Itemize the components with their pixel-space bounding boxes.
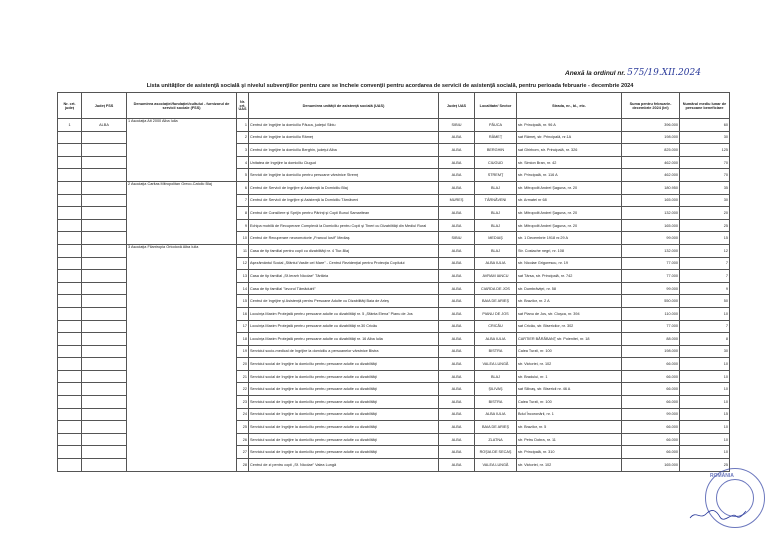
cell-judet-fss-empty [82, 333, 127, 346]
cell-judet-uas: ALBA [439, 320, 475, 333]
cell-nr-crt-uas: 1 [237, 119, 249, 132]
header-nr-crt-uas: Nr. crt. UAS [237, 93, 249, 119]
cell-nr-crt-uas: 23 [237, 396, 249, 409]
cell-denumirea-uas: Centrul de Recuperare neuromotorie „Francul Iosif" Mediaş [249, 232, 439, 245]
cell-strada: str. Dumbrăviţei, nr. 58 [517, 282, 622, 295]
cell-localitate: ŞILIVAŞ [475, 383, 517, 396]
fss-number: 3 [128, 244, 131, 249]
cell-judet-uas: ALBA [439, 446, 475, 459]
cell-strada: str. Brazilor, nr. 2 A [517, 295, 622, 308]
cell-numar-beneficiari: 50 [680, 295, 730, 308]
cell-nr-crt-judet-empty [58, 144, 82, 157]
cell-suma: 66.000 [622, 446, 680, 459]
table-header-row [58, 93, 730, 119]
cell-localitate: BISTRA [475, 396, 517, 409]
stamp-text: ROMÂNIA [710, 473, 734, 479]
cell-judet-fss-empty [82, 370, 127, 383]
cell-denumirea-fss [127, 119, 237, 182]
cell-suma: 198.000 [622, 131, 680, 144]
cell-judet-fss-empty [82, 433, 127, 446]
cell-numar-beneficiari: 30 [680, 131, 730, 144]
cell-nr-crt-judet-empty [58, 396, 82, 409]
annex-label: Anexă la ordinul nr. [565, 70, 626, 77]
cell-nr-crt-uas: 27 [237, 446, 249, 459]
cell-strada: str. 1 Decembrie 1918 nr.29 A [517, 232, 622, 245]
cell-judet-uas: ALBA [439, 156, 475, 169]
cell-suma: 550.000 [622, 295, 680, 308]
cell-nr-crt-judet-empty [58, 320, 82, 333]
cell-nr-crt-judet-empty [58, 358, 82, 371]
cell-strada: str. Principală, nr. 96 A [517, 119, 622, 132]
cell-nr-crt-uas: 10 [237, 232, 249, 245]
cell-nr-crt-judet-empty [58, 257, 82, 270]
header-judet-uas: Judeţ UAS [439, 93, 475, 119]
fss-name: Asociaţia Alt 2000 Alba Iulia [130, 119, 178, 123]
cell-judet-fss-empty [82, 244, 127, 257]
cell-denumirea-uas: Serviciul social de îngrijire la domiciliu pentru persoane adulte cu dizabilităţi [249, 370, 439, 383]
cell-nr-crt-uas: 20 [237, 358, 249, 371]
cell-localitate: VALEA LUNGĂ [475, 459, 517, 472]
cell-strada: str. Victoriei, nr. 102 [517, 459, 622, 472]
cell-localitate: PIANU DE JOS [475, 307, 517, 320]
cell-judet-fss-empty [82, 270, 127, 283]
cell-denumirea-fss [127, 244, 237, 471]
cell-strada: str. Petru Dobra, nr. 11 [517, 433, 622, 446]
cell-strada: sat Târsa, str. Principală, nr. 742 [517, 270, 622, 283]
cell-nr-crt-judet: 1 [58, 119, 82, 132]
cell-numar-beneficiari: 35 [680, 181, 730, 194]
cell-suma: 165.000 [622, 194, 680, 207]
cell-denumirea-uas: Casa de tip familial pentru copii cu dizabilităţi nr. 4 Tiur-Blaj [249, 244, 439, 257]
cell-strada: str. Principală, nr. 310 [517, 446, 622, 459]
cell-numar-beneficiari: 60 [680, 119, 730, 132]
cell-judet-fss-empty [82, 194, 127, 207]
table-row [58, 244, 730, 257]
cell-localitate: STREMŢ [475, 169, 517, 182]
cell-nr-crt-judet-empty [58, 295, 82, 308]
cell-localitate: CIUGUD [475, 156, 517, 169]
cell-suma: 77.000 [622, 270, 680, 283]
cell-localitate: ALBA IULIA [475, 257, 517, 270]
cell-localitate: BLAJ [475, 207, 517, 220]
cell-judet-fss-empty [82, 295, 127, 308]
cell-localitate: AVRAM IANCU [475, 270, 517, 283]
cell-suma: 462.000 [622, 169, 680, 182]
cell-suma: 132.000 [622, 207, 680, 220]
cell-judet-fss-empty [82, 396, 127, 409]
header-numar-beneficiari: Numărul mediu lunar de persoane beneficiare [680, 93, 730, 119]
cell-judet-uas: ALBA [439, 459, 475, 472]
cell-denumirea-uas: Echipa mobilă de Recuperare Complexă la Domiciliu pentru Copii şi Tineri cu Dizabilităţi din Mediul Rural [249, 219, 439, 232]
cell-denumirea-uas: Servicii de îngrijire la domiciliu pentru persoane vârstnice Stremţ [249, 169, 439, 182]
cell-numar-beneficiari: 10 [680, 307, 730, 320]
cell-judet-fss-empty [82, 232, 127, 245]
cell-judet-uas: ALBA [439, 257, 475, 270]
cell-numar-beneficiari: 125 [680, 144, 730, 157]
cell-strada: str. Brazilor, nr. 5 [517, 421, 622, 434]
cell-nr-crt-judet-empty [58, 194, 82, 207]
cell-suma: 825.000 [622, 144, 680, 157]
fss-number: 2 [128, 181, 131, 186]
cell-suma: 88.000 [622, 333, 680, 346]
cell-strada: sat Silivaş, str. Bisericii nr. 46 A [517, 383, 622, 396]
cell-localitate: CIARDA DE JOS [475, 282, 517, 295]
fss-name: Asociaţia Filantropia Ortodoxă Alba Iulia [130, 244, 199, 249]
cell-strada: sat Cricău, str. Bisericilor, nr. 302 [517, 320, 622, 333]
cell-suma: 165.000 [622, 459, 680, 472]
cell-judet-fss-empty [82, 459, 127, 472]
cell-denumirea-uas: Unitatea de îngrijire la domiciliu Ciugud [249, 156, 439, 169]
header-nr-crt-judet: Nr. crt. judeţ [58, 93, 82, 119]
cell-judet-fss-empty [82, 219, 127, 232]
cell-judet-fss-empty [82, 156, 127, 169]
document-title: Lista unităţilor de asistenţă socială şi nivelul subvenţiilor pentru care se încheie convenţii pentru acordarea de servicii de asistenţă socială, pentru perioada februarie - decembrie 2024 [146, 83, 634, 89]
cell-numar-beneficiari: 30 [680, 194, 730, 207]
cell-strada: sat Ghirbom, str. Principală, nr. 326 [517, 144, 622, 157]
header-denumirea-fss: Denumirea asociaţiei/fundaţiei/cultului - furnizorul de servicii sociale (FSS) [127, 93, 237, 119]
cell-localitate: TÂRNĂVENI [475, 194, 517, 207]
cell-localitate: BAIA DE ARIEŞ [475, 295, 517, 308]
cell-denumirea-uas: Serviciul social de îngrijire la domiciliu pentru persoane adulte cu dizabilităţi [249, 446, 439, 459]
cell-denumirea-uas: Locuinţa Maxim Protejată pentru persoane adulte cu dizabilităţi nr. 5 „Sfânta Elena" Pianu de Jos [249, 307, 439, 320]
header-judet-fss: Judeţ FSS [82, 93, 127, 119]
cell-nr-crt-uas: 2 [237, 131, 249, 144]
cell-nr-crt-judet-empty [58, 244, 82, 257]
cell-denumirea-uas: Serviciul social de îngrijire la domiciliu pentru persoane adulte cu dizabilităţi [249, 396, 439, 409]
cell-nr-crt-judet-empty [58, 219, 82, 232]
cell-judet-uas: ALBA [439, 421, 475, 434]
cell-suma: 396.000 [622, 119, 680, 132]
cell-denumirea-uas: Centrul de îngrijire la domiciliu Berghin, judeţul Alba [249, 144, 439, 157]
cell-numar-beneficiari: 30 [680, 345, 730, 358]
cell-strada: str. Mitropolit Andrei Şaguna, nr. 20 [517, 207, 622, 220]
cell-localitate: ALBA IULIA [475, 408, 517, 421]
cell-localitate: ALBA IULIA [475, 333, 517, 346]
cell-strada: str. Principală, nr. 116 A [517, 169, 622, 182]
cell-nr-crt-uas: 28 [237, 459, 249, 472]
cell-strada: str. Mitropolit Andrei Şaguna, nr. 20 [517, 181, 622, 194]
cell-nr-crt-judet-empty [58, 433, 82, 446]
cell-denumirea-uas: Serviciul social de îngrijire la domiciliu pentru persoane adulte cu dizabilităţi [249, 358, 439, 371]
cell-nr-crt-uas: 18 [237, 333, 249, 346]
cell-numar-beneficiari: 7 [680, 257, 730, 270]
cell-localitate: PĂUCA [475, 119, 517, 132]
cell-localitate: BLAJ [475, 181, 517, 194]
header-denumirea-uas: Denumirea unităţii de asistenţă socială (UAS) [249, 93, 439, 119]
cell-suma: 198.000 [622, 345, 680, 358]
cell-denumirea-uas: Casa de tip familial "Izvorul Tămăduirii" [249, 282, 439, 295]
units-table [57, 92, 730, 472]
cell-numar-beneficiari: 10 [680, 446, 730, 459]
cell-judet-uas: ALBA [439, 408, 475, 421]
header-strada: Strada, nr., bl., etc. [517, 93, 622, 119]
cell-judet-uas: ALBA [439, 433, 475, 446]
cell-nr-crt-uas: 16 [237, 307, 249, 320]
cell-nr-crt-uas: 25 [237, 421, 249, 434]
cell-suma: 66.000 [622, 433, 680, 446]
cell-strada: str. Simion Bran, nr. 42 [517, 156, 622, 169]
cell-strada: Bdul Încoronării, nr. 1 [517, 408, 622, 421]
cell-numar-beneficiari: 25 [680, 219, 730, 232]
cell-nr-crt-judet-empty [58, 181, 82, 194]
cell-denumirea-uas: Centrul de îngrijire la domiciliu Râmeţ [249, 131, 439, 144]
cell-suma: 66.000 [622, 370, 680, 383]
cell-nr-crt-judet-empty [58, 307, 82, 320]
cell-judet-fss-empty [82, 144, 127, 157]
cell-denumirea-uas: Casa de tip familial „Sf.Ierarh Nicolae" Tărtăria [249, 270, 439, 283]
cell-judet-uas: ALBA [439, 383, 475, 396]
cell-nr-crt-uas: 19 [237, 345, 249, 358]
cell-numar-beneficiari: 20 [680, 207, 730, 220]
cell-nr-crt-judet-empty [58, 421, 82, 434]
table-row [58, 181, 730, 194]
cell-nr-crt-uas: 14 [237, 282, 249, 295]
cell-judet-fss-empty [82, 207, 127, 220]
cell-strada: Calea Turzii, nr. 100 [517, 345, 622, 358]
cell-localitate: BERGHIN [475, 144, 517, 157]
cell-suma: 77.000 [622, 320, 680, 333]
cell-suma: 132.000 [622, 244, 680, 257]
cell-localitate: BAIA DE ARIEŞ [475, 421, 517, 434]
cell-denumirea-uas: Centrul de Servicii de îngrijire şi Asistenţă la Domiciliu Târnăveni [249, 194, 439, 207]
cell-numar-beneficiari: 8 [680, 333, 730, 346]
cell-nr-crt-uas: 15 [237, 295, 249, 308]
cell-suma: 165.000 [622, 219, 680, 232]
fss-number: 1 [128, 119, 131, 123]
cell-nr-crt-uas: 24 [237, 408, 249, 421]
cell-nr-crt-uas: 11 [237, 244, 249, 257]
cell-localitate: BLAJ [475, 370, 517, 383]
cell-judet-uas: ALBA [439, 144, 475, 157]
cell-numar-beneficiari: 7 [680, 270, 730, 283]
table-body [58, 119, 730, 472]
cell-suma: 66.000 [622, 358, 680, 371]
cell-strada: str. Nicolae Grigorescu, nr. 19 [517, 257, 622, 270]
cell-nr-crt-judet-empty [58, 408, 82, 421]
cell-judet-uas: ALBA [439, 244, 475, 257]
cell-denumirea-uas: Centrul de îngrijire la domiciliu Păuca, judeţul Sibiu [249, 119, 439, 132]
cell-judet-uas: ALBA [439, 181, 475, 194]
cell-suma: 180.950 [622, 181, 680, 194]
cell-localitate: RÂMEŢ [475, 131, 517, 144]
cell-nr-crt-judet-empty [58, 333, 82, 346]
cell-nr-crt-judet-empty [58, 270, 82, 283]
cell-numar-beneficiari: 10 [680, 433, 730, 446]
cell-nr-crt-uas: 7 [237, 194, 249, 207]
cell-judet-fss: ALBA [82, 119, 127, 132]
cell-nr-crt-uas: 6 [237, 181, 249, 194]
cell-judet-fss-empty [82, 383, 127, 396]
cell-nr-crt-judet-empty [58, 207, 82, 220]
cell-localitate: BISTRA [475, 345, 517, 358]
cell-nr-crt-uas: 17 [237, 320, 249, 333]
cell-judet-fss-empty [82, 358, 127, 371]
cell-nr-crt-judet-empty [58, 156, 82, 169]
cell-suma: 99.000 [622, 282, 680, 295]
cell-nr-crt-judet-empty [58, 459, 82, 472]
cell-nr-crt-uas: 13 [237, 270, 249, 283]
cell-strada: str. Mitropolit Andrei Şaguna, nr. 20 [517, 219, 622, 232]
cell-suma: 462.000 [622, 156, 680, 169]
cell-denumirea-uas: Centrul de Servicii de îngrijire şi Asistenţă la Domiciliu Blaj [249, 181, 439, 194]
cell-nr-crt-judet-empty [58, 232, 82, 245]
cell-nr-crt-uas: 8 [237, 207, 249, 220]
cell-localitate: MEDIAŞ [475, 232, 517, 245]
cell-denumirea-uas: Serviciul social de îngrijire la domiciliu pentru persoane adulte cu dizabilităţi [249, 383, 439, 396]
cell-judet-fss-empty [82, 169, 127, 182]
cell-strada: str. Victoriei, nr. 102 [517, 358, 622, 371]
cell-numar-beneficiari: 25 [680, 459, 730, 472]
cell-judet-fss-empty [82, 307, 127, 320]
cell-suma: 66.000 [622, 421, 680, 434]
cell-judet-uas: ALBA [439, 358, 475, 371]
cell-judet-fss-empty [82, 408, 127, 421]
cell-nr-crt-uas: 12 [237, 257, 249, 270]
cell-nr-crt-judet-empty [58, 282, 82, 295]
cell-nr-crt-judet-empty [58, 383, 82, 396]
cell-strada: Calea Turzii, nr. 100 [517, 396, 622, 409]
cell-suma: 77.000 [622, 257, 680, 270]
cell-numar-beneficiari: 12 [680, 244, 730, 257]
cell-judet-fss-empty [82, 446, 127, 459]
cell-nr-crt-uas: 5 [237, 169, 249, 182]
cell-suma: 110.000 [622, 307, 680, 320]
cell-suma: 66.000 [622, 383, 680, 396]
annex-handwritten-number: 575/19.XII.2024 [627, 68, 701, 78]
cell-denumirea-uas: Locuinţa Maxim Protejată pentru persoane adulte cu dizabilităţi nr. 16 Alba Iulia [249, 333, 439, 346]
cell-numar-beneficiari: 9 [680, 282, 730, 295]
cell-numar-beneficiari: 10 [680, 358, 730, 371]
cell-denumirea-uas: Centrul de Consiliere şi Sprijin pentru Părinţi şi Copii Bunul Samaritean [249, 207, 439, 220]
cell-judet-uas: SIBIU [439, 119, 475, 132]
cell-numar-beneficiari: 7 [680, 320, 730, 333]
cell-denumirea-uas: Serviciul social de îngrijire la domiciliu pentru persoane adulte cu dizabilităţi [249, 433, 439, 446]
header-suma: Suma pentru februarie-decembrie 2024 (lei) [622, 93, 680, 119]
cell-judet-uas: ALBA [439, 396, 475, 409]
cell-judet-uas: ALBA [439, 270, 475, 283]
cell-judet-uas: ALBA [439, 295, 475, 308]
cell-nr-crt-judet-empty [58, 446, 82, 459]
cell-suma: 99.000 [622, 408, 680, 421]
cell-nr-crt-judet-empty [58, 169, 82, 182]
cell-nr-crt-uas: 4 [237, 156, 249, 169]
cell-suma: 66.000 [622, 396, 680, 409]
cell-judet-uas: ALBA [439, 282, 475, 295]
cell-strada: sat Râmeţ, str. Principală, nr.1A [517, 131, 622, 144]
cell-judet-uas: ALBA [439, 370, 475, 383]
cell-judet-fss-empty [82, 282, 127, 295]
cell-judet-fss-empty [82, 257, 127, 270]
cell-strada: str. Armatei nr 68 [517, 194, 622, 207]
cell-numar-beneficiari: 10 [680, 421, 730, 434]
cell-numar-beneficiari: 10 [680, 396, 730, 409]
cell-numar-beneficiari: 10 [680, 383, 730, 396]
cell-nr-crt-judet-empty [58, 345, 82, 358]
cell-denumirea-uas: Locuinţa Maxim Protejată pentru persoane adulte cu dizabilităţi nr.30 Cricău [249, 320, 439, 333]
annex-reference [565, 68, 701, 78]
cell-numar-beneficiari: 10 [680, 370, 730, 383]
table-row [58, 119, 730, 132]
cell-nr-crt-judet-empty [58, 370, 82, 383]
cell-judet-fss-empty [82, 345, 127, 358]
cell-localitate: BLAJ [475, 219, 517, 232]
cell-judet-fss-empty [82, 181, 127, 194]
cell-nr-crt-judet-empty [58, 131, 82, 144]
cell-localitate: ZLATNA [475, 433, 517, 446]
cell-strada: sat Pianu de Jos, str. Cloşca, nr. 394 [517, 307, 622, 320]
signature-scribble [688, 508, 748, 522]
cell-denumirea-uas: Centrul de îngrijire şi Asistenţă pentru Persoane Adulte cu Dizabilităţi Baia de Arieş [249, 295, 439, 308]
cell-judet-uas: ALBA [439, 207, 475, 220]
cell-numar-beneficiari: 70 [680, 156, 730, 169]
cell-denumirea-uas: Serviciul social de îngrijire la domiciliu pentru persoane adulte cu dizabilităţi [249, 421, 439, 434]
cell-localitate: ROŞIA DE SECAŞ [475, 446, 517, 459]
cell-judet-fss-empty [82, 421, 127, 434]
cell-denumirea-uas: Serviciul social de îngrijire la domiciliu pentru persoane adulte cu dizabilităţi [249, 408, 439, 421]
cell-localitate: VALEA LUNGĂ [475, 358, 517, 371]
cell-judet-uas: ALBA [439, 307, 475, 320]
cell-localitate: BLAJ [475, 244, 517, 257]
cell-strada: CARTIER BĂRĂBANŢ str. Poienitei, nr. 18 [517, 333, 622, 346]
cell-nr-crt-uas: 21 [237, 370, 249, 383]
fss-name: Asociaţia Caritas Mitropolitan Greco-Catolic Blaj [130, 181, 212, 186]
cell-numar-beneficiari: 70 [680, 169, 730, 182]
cell-judet-uas: SIBIU [439, 232, 475, 245]
cell-numar-beneficiari: 15 [680, 408, 730, 421]
cell-nr-crt-uas: 22 [237, 383, 249, 396]
cell-denumirea-fss [127, 181, 237, 244]
cell-nr-crt-uas: 26 [237, 433, 249, 446]
cell-judet-uas: ALBA [439, 131, 475, 144]
cell-judet-uas: ALBA [439, 219, 475, 232]
header-localitate: Localitate/ Sector [475, 93, 517, 119]
cell-judet-uas: ALBA [439, 169, 475, 182]
cell-localitate: CRICĂU [475, 320, 517, 333]
cell-nr-crt-uas: 3 [237, 144, 249, 157]
cell-judet-fss-empty [82, 131, 127, 144]
cell-strada: str. Bradului, nr. 1 [517, 370, 622, 383]
cell-suma: 99.000 [622, 232, 680, 245]
cell-judet-uas: ALBA [439, 345, 475, 358]
cell-denumirea-uas: Serviciul socio-medical de îngrijire la domiciliu a persoanelor vârstnice Bistra [249, 345, 439, 358]
cell-judet-uas: MUREŞ [439, 194, 475, 207]
cell-strada: Str. Costache negri, nr. 108 [517, 244, 622, 257]
cell-denumirea-uas: Centrul de zi pentru copii „Sf. Nicolae" Valea Lungă [249, 459, 439, 472]
cell-nr-crt-uas: 9 [237, 219, 249, 232]
cell-judet-uas: ALBA [439, 333, 475, 346]
cell-denumirea-uas: Aşezământul Social „Sfântul Vasile cel Mare" - Centrul Rezidenţial pentru Protecţia Copilului [249, 257, 439, 270]
cell-numar-beneficiari: 15 [680, 232, 730, 245]
cell-judet-fss-empty [82, 320, 127, 333]
